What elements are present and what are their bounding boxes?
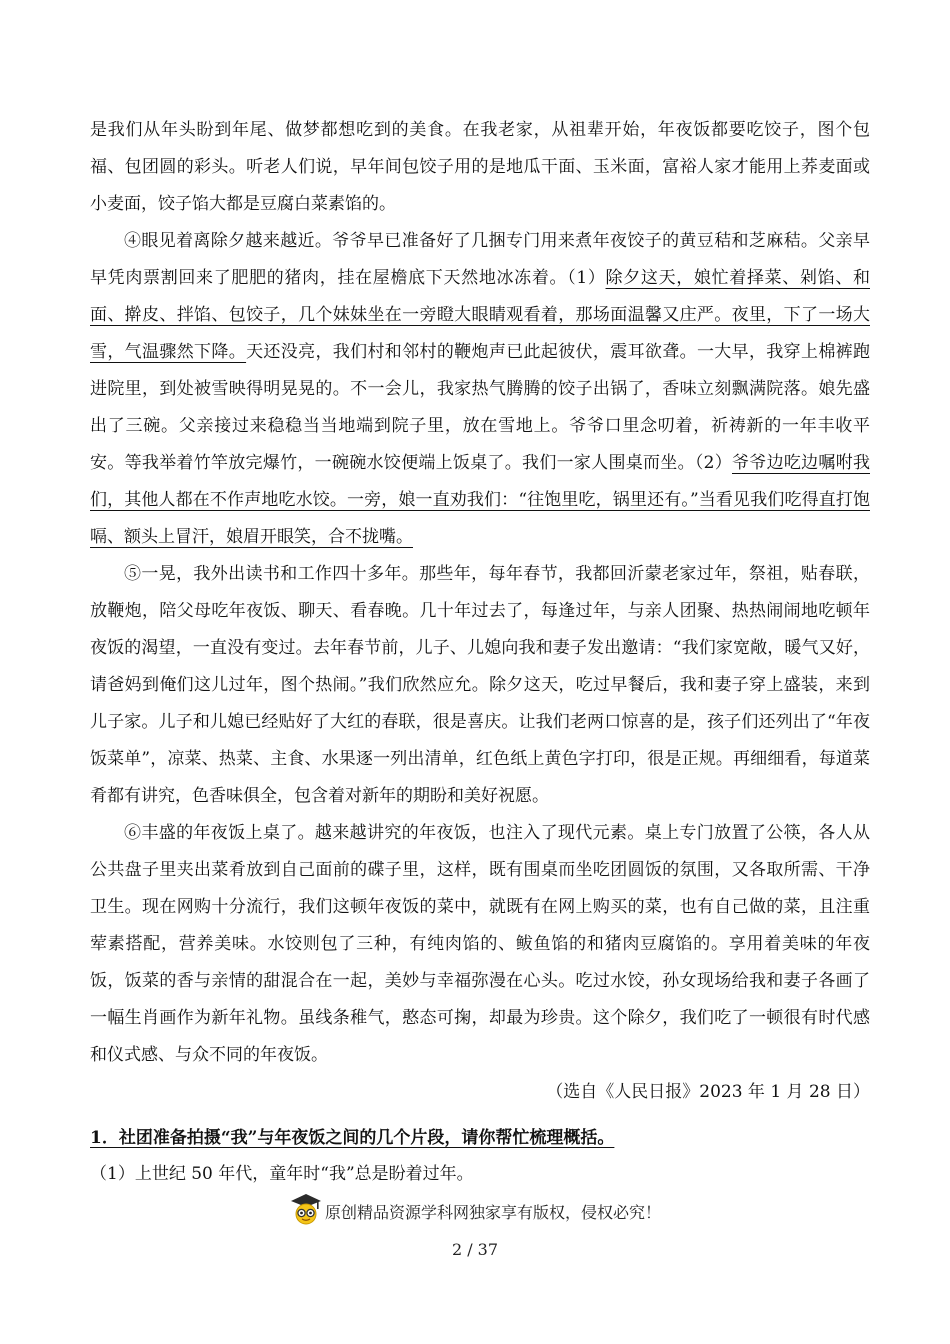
mascot-graduate-icon bbox=[289, 1192, 323, 1230]
paragraph-6: ⑥丰盛的年夜饭上桌了。越来越讲究的年夜饭，也注入了现代元素。桌上专门放置了公筷，各人从公共盘子里夹出菜肴放到自己面前的碟子里，这样，既有围桌而坐吃团圆饭的氛围，又各取所需、干净卫生。现在网购十分流行，我们这顿年夜饭的菜中，就既有在网上购买的菜，也有自己做的菜，且注重荤素搭配，营养美味。水饺则包了三种，有纯肉馅的、鲅鱼馅的和猪肉豆腐馅的。享用着美味的年夜饭，饭菜的香与亲情的甜混合在一起，美妙与幸福弥漫在心头。吃过水饺，孙女现场给我和妻子各画了一幅生肖画作为新年礼物。虽线条稚气，憨态可掬，却最为珍贵。这个除夕，我们吃了一顿很有时代感和仪式感、与众不同的年夜饭。 bbox=[90, 823, 870, 1065]
source-citation: （选自《人民日报》2023 年 1 月 28 日） bbox=[546, 1082, 870, 1102]
copyright-text: 原创精品资源学科网独家享有版权，侵权必究！ bbox=[324, 1202, 661, 1222]
article-body bbox=[90, 112, 870, 1191]
underlined-sentence-1: 除夕这天，娘忙着择菜、剁馅、和面、擀皮、拌馅、包饺子，几个妹妹坐在一旁瞪大眼睛观看着，那场面温馨又庄严。夜里，下了一场大雪，气温骤然下降。 bbox=[90, 268, 870, 362]
paragraph-4-part1: ④眼见着离除夕越来越近。爷爷早已准备好了几捆专门用来煮年夜饺子的黄豆秸和芝麻秸。父亲早早凭肉票割回来了肥肥的猪肉，挂在屋檐底下天然地冰冻着。（1） bbox=[90, 231, 870, 288]
page-number: 2 / 37 bbox=[451, 1240, 499, 1259]
copyright-line bbox=[289, 1192, 661, 1230]
paragraph-4-part2: 天还没亮，我们村和邻村的鞭炮声已此起彼伏，震耳欲聋。一大早，我穿上棉裤跑进院里，到处被雪映得明晃晃的。不一会儿，我家热气腾腾的饺子出锅了，香味立刻飘满院落。娘先盛出了三碗。父亲接过来稳稳当当地端到院子里，放在雪地上。爷爷口里念叨着，祈祷新的一年丰收平安。等我举着竹竿放完爆竹，一碗碗水饺便端上饭桌了。我们一家人围桌而坐。（2） bbox=[90, 342, 871, 473]
answer-item-1: （1）上世纪 50 年代，童年时“我”总是盼着过年。 bbox=[90, 1164, 474, 1184]
paragraph-3-continued: 是我们从年头盼到年尾、做梦都想吃到的美食。在我老家，从祖辈开始，年夜饭都要吃饺子，图个包福、包团圆的彩头。听老人们说，早年间包饺子用的是地瓜干面、玉米面，富裕人家才能用上荞麦面或小麦面，饺子馅大都是豆腐白菜素馅的。 bbox=[90, 120, 870, 214]
question-title: 1．社团准备拍摄“我”与年夜饭之间的几个片段，请你帮忙梳理概括。 bbox=[90, 1128, 615, 1148]
paragraph-4 bbox=[90, 223, 870, 556]
page-footer bbox=[0, 1192, 950, 1259]
paragraph-5: ⑤一晃，我外出读书和工作四十多年。那些年，每年春节，我都回沂蒙老家过年，祭祖，贴春联，放鞭炮，陪父母吃年夜饭、聊天、看春晚。几十年过去了，每逢过年，与亲人团聚、热热闹闹地吃顿年夜饭的渴望，一直没有变过。去年春节前，儿子、儿媳向我和妻子发出邀请：“我们家宽敞，暖气又好，请爸妈到俺们这儿过年，图个热闹。”我们欣然应允。除夕这天，吃过早餐后，我和妻子穿上盛装，来到儿子家。儿子和儿媳已经贴好了大红的春联，很是喜庆。让我们老两口惊喜的是，孩子们还列出了“年夜饭菜单”，凉菜、热菜、主食、水果逐一列出清单，红色纸上黄色字打印，很是正规。再细细看，每道菜肴都有讲究，色香味俱全，包含着对新年的期盼和美好祝愿。 bbox=[90, 564, 870, 806]
underlined-sentence-2: 爷爷边吃边嘱咐我们，其他人都在不作声地吃水饺。一旁，娘一直劝我们：“往饱里吃，锅里还有。”当看见我们吃得直打饱嗝、额头上冒汗，娘眉开眼笑，合不拢嘴。 bbox=[90, 453, 870, 547]
